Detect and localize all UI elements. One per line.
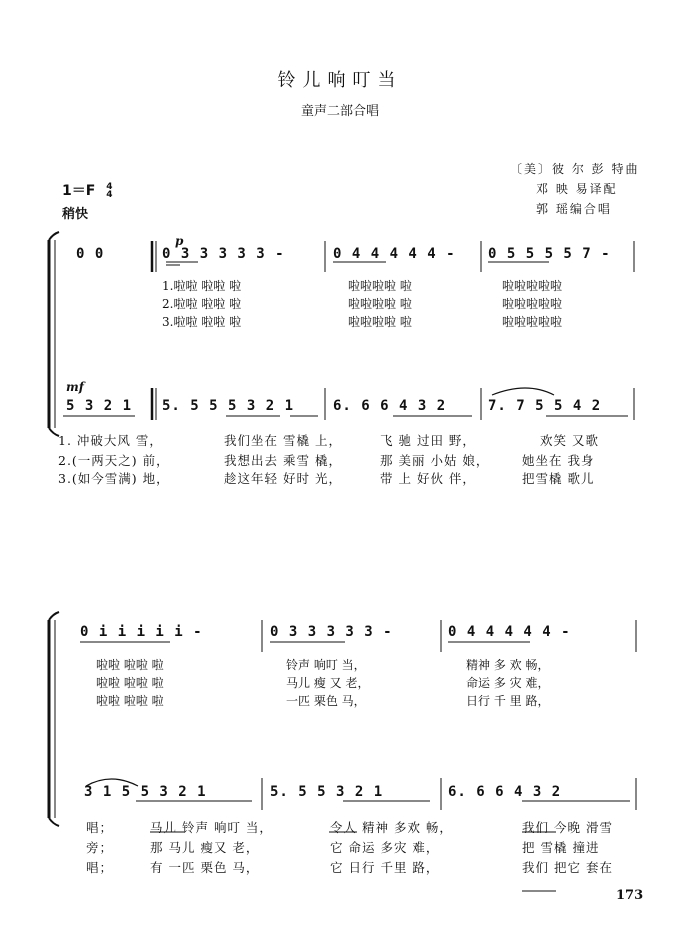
dynamic-upper: p bbox=[175, 234, 184, 248]
s2-lower-measure-1: 5. 5 5 3 2 1 bbox=[270, 784, 384, 800]
s2-lower-measure-0: 3 1 5 5 3 2 1 bbox=[84, 784, 207, 800]
s2-upper-lyric: 命运 多 灾 难， bbox=[466, 676, 550, 690]
verse-lyric: 把雪橇 歌儿 bbox=[522, 471, 595, 486]
s1-upper-lyric: 3.啦啦 啦啦 啦 bbox=[162, 315, 242, 329]
dynamic-lower: mf bbox=[66, 380, 84, 394]
s1-upper-lyric: 啦啦啦啦 啦 bbox=[348, 297, 412, 311]
s2-upper-measure-2: 0 4 4 4 4 4 - bbox=[448, 624, 571, 640]
s1-upper-lyric: 1.啦啦 啦啦 啦 bbox=[162, 279, 242, 293]
verse-lyric: 我们坐在 雪橇 上， bbox=[224, 433, 342, 448]
s1-upper-measure-0: 0 0 bbox=[76, 246, 105, 262]
s1-upper-lyric: 啦啦啦啦 啦 bbox=[348, 279, 412, 293]
verse-lyric: 唱； bbox=[86, 860, 114, 875]
s2-upper-lyric: 一匹 栗色 马， bbox=[286, 694, 366, 708]
verse-lyric: 那 美丽 小姑 娘， bbox=[380, 453, 490, 468]
s2-upper-lyric: 啦啦 啦啦 啦 bbox=[96, 658, 164, 672]
s1-upper-lyric: 啦啦啦啦啦 bbox=[502, 279, 563, 293]
verse-lyric: 我们 把它 套在 bbox=[522, 860, 613, 875]
s1-lower-measure-2: 6. 6 6 4 3 2 bbox=[333, 398, 447, 414]
s1-upper-lyric: 2.啦啦 啦啦 啦 bbox=[162, 297, 242, 311]
verse-lyric: 1. 冲破大风 雪， bbox=[58, 433, 163, 448]
s2-upper-lyric: 马儿 瘦 又 老， bbox=[286, 676, 370, 690]
key-signature bbox=[62, 180, 112, 200]
s2-upper-lyric: 日行 千 里 路， bbox=[466, 694, 550, 708]
s1-upper-lyric: 啦啦啦啦啦 bbox=[502, 297, 563, 311]
verse-lyric: 她坐在 我身 bbox=[522, 453, 595, 468]
verse-lyric: 我想出去 乘雪 橇， bbox=[224, 453, 342, 468]
verse-lyric: 带 上 好伙 伴， bbox=[380, 471, 476, 486]
verse-lyric: 飞 驰 过田 野， bbox=[380, 433, 476, 448]
s1-lower-measure-0: 5 3 2 1 bbox=[66, 398, 133, 414]
s1-lower-measure-1: 5. 5 5 5 3 2 1 bbox=[162, 398, 295, 414]
verse-lyric: 3.(如今雪满) 地， bbox=[58, 471, 170, 486]
s1-upper-measure-3: 0 5 5 5 5 7 - bbox=[488, 246, 611, 262]
s2-upper-lyric: 啦啦 啦啦 啦 bbox=[96, 676, 164, 690]
s2-upper-lyric: 精神 多 欢 畅， bbox=[466, 658, 550, 672]
s1-upper-measure-1: 0 3 3 3 3 3 - bbox=[162, 246, 285, 262]
composer-credit: 〔美〕彼 尔 彭 特曲 bbox=[510, 162, 640, 176]
tempo-marking: 稍快 bbox=[62, 207, 89, 222]
page-number: 173 bbox=[616, 888, 644, 903]
s2-lower-measure-2: 6. 6 6 4 3 2 bbox=[448, 784, 562, 800]
s2-upper-lyric: 铃声 响叮 当， bbox=[286, 658, 366, 672]
verse-lyric: 那 马儿 瘦又 老， bbox=[150, 840, 260, 855]
s1-lower-measure-3: 7. 7 5 5 4 2 bbox=[488, 398, 602, 414]
s1-upper-lyric: 啦啦啦啦啦 bbox=[502, 315, 563, 329]
s2-upper-measure-0: 0 i i i i i - bbox=[80, 624, 203, 640]
page-title: 铃儿响叮当 bbox=[277, 70, 403, 91]
page-subtitle: 童声二部合唱 bbox=[300, 104, 379, 119]
time-signature: 4 4 bbox=[106, 182, 113, 200]
verse-lyric: 欢笑 又歌 bbox=[540, 433, 599, 448]
verse-lyric: 趁这年轻 好时 光， bbox=[224, 471, 342, 486]
verse-lyric: 我们 今晚 滑雪 bbox=[522, 820, 613, 835]
s2-upper-lyric: 啦啦 啦啦 啦 bbox=[96, 694, 164, 708]
verse-lyric: 马儿 铃声 响叮 当， bbox=[150, 820, 273, 835]
verse-lyric: 令人 精神 多欢 畅， bbox=[330, 820, 453, 835]
s1-upper-lyric: 啦啦啦啦 啦 bbox=[348, 315, 412, 329]
verse-lyric: 旁； bbox=[86, 840, 114, 855]
verse-lyric: 把 雪橇 撞进 bbox=[522, 840, 600, 855]
verse-lyric: 它 日行 千里 路， bbox=[330, 860, 440, 875]
s1-upper-measure-2: 0 4 4 4 4 4 - bbox=[333, 246, 456, 262]
verse-lyric: 有 一匹 栗色 马， bbox=[150, 860, 260, 875]
translator-credit: 邓 映 易译配 bbox=[536, 182, 618, 196]
key-label: 1＝F bbox=[62, 183, 96, 199]
verse-lyric: 它 命运 多灾 难， bbox=[330, 840, 440, 855]
arranger-credit: 郭 瑶编合唱 bbox=[536, 202, 612, 216]
verse-lyric: 2.(一两天之) 前， bbox=[58, 453, 170, 468]
verse-lyric: 唱； bbox=[86, 820, 114, 835]
s2-upper-measure-1: 0 3 3 3 3 3 - bbox=[270, 624, 393, 640]
